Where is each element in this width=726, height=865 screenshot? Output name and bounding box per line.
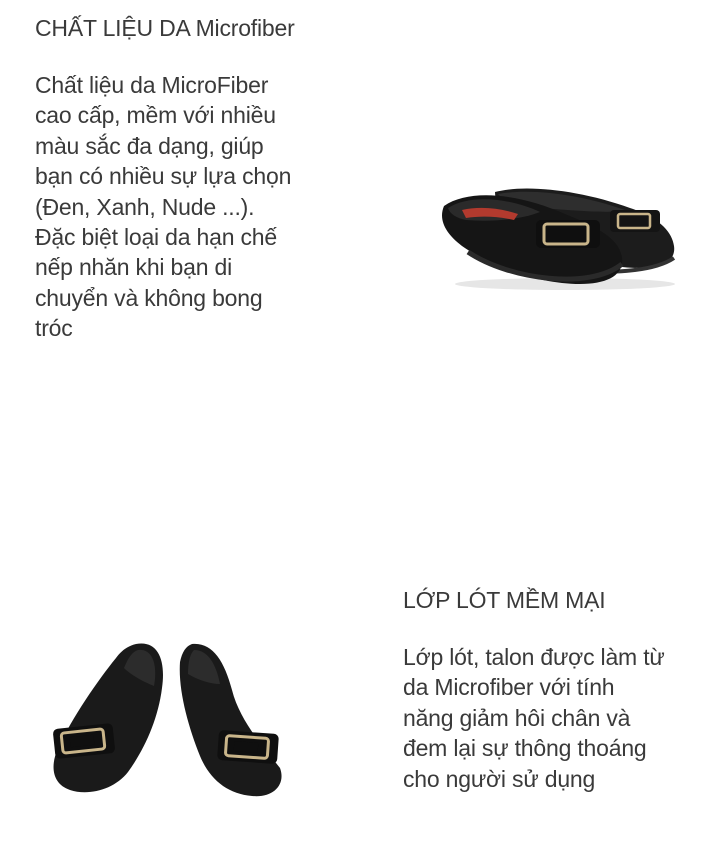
description-line: tróc <box>35 315 73 342</box>
description-line: cao cấp, mềm với nhiều <box>35 102 276 129</box>
feature-microfiber-material <box>35 12 345 344</box>
description-line: da Microfiber với tính <box>403 674 615 701</box>
feature-title: CHẤT LIỆU DA Microfiber <box>35 15 295 41</box>
description-line: đem lại sự thông thoáng <box>403 735 647 762</box>
description-line: năng giảm hôi chân và <box>403 704 631 731</box>
black-flat-shoes-top-view-icon <box>48 640 288 800</box>
description-line: (Đen, Xanh, Nude ...). <box>35 193 255 220</box>
description-line: nếp nhăn khi bạn di <box>35 254 232 281</box>
feature-title: LỚP LÓT MỀM MẠI <box>403 587 606 613</box>
description-line: Đặc biệt loại da hạn chế <box>35 224 277 251</box>
feature-description <box>35 70 345 344</box>
description-line: Lớp lót, talon được làm từ <box>403 644 665 670</box>
description-line: bạn có nhiều sự lựa chọn <box>35 163 292 190</box>
description-line: màu sắc đa dạng, giúp <box>35 132 264 159</box>
feature-soft-lining <box>403 584 713 794</box>
description-line: chuyển và không bong <box>35 284 263 311</box>
description-line: cho người sử dụng <box>403 765 596 792</box>
black-flat-shoes-side-view-icon <box>440 180 680 295</box>
shoe-side-view-image <box>440 180 680 295</box>
description-line: Chất liệu da MicroFiber <box>35 72 269 98</box>
feature-description <box>403 642 713 794</box>
shoe-top-view-image <box>48 640 288 800</box>
